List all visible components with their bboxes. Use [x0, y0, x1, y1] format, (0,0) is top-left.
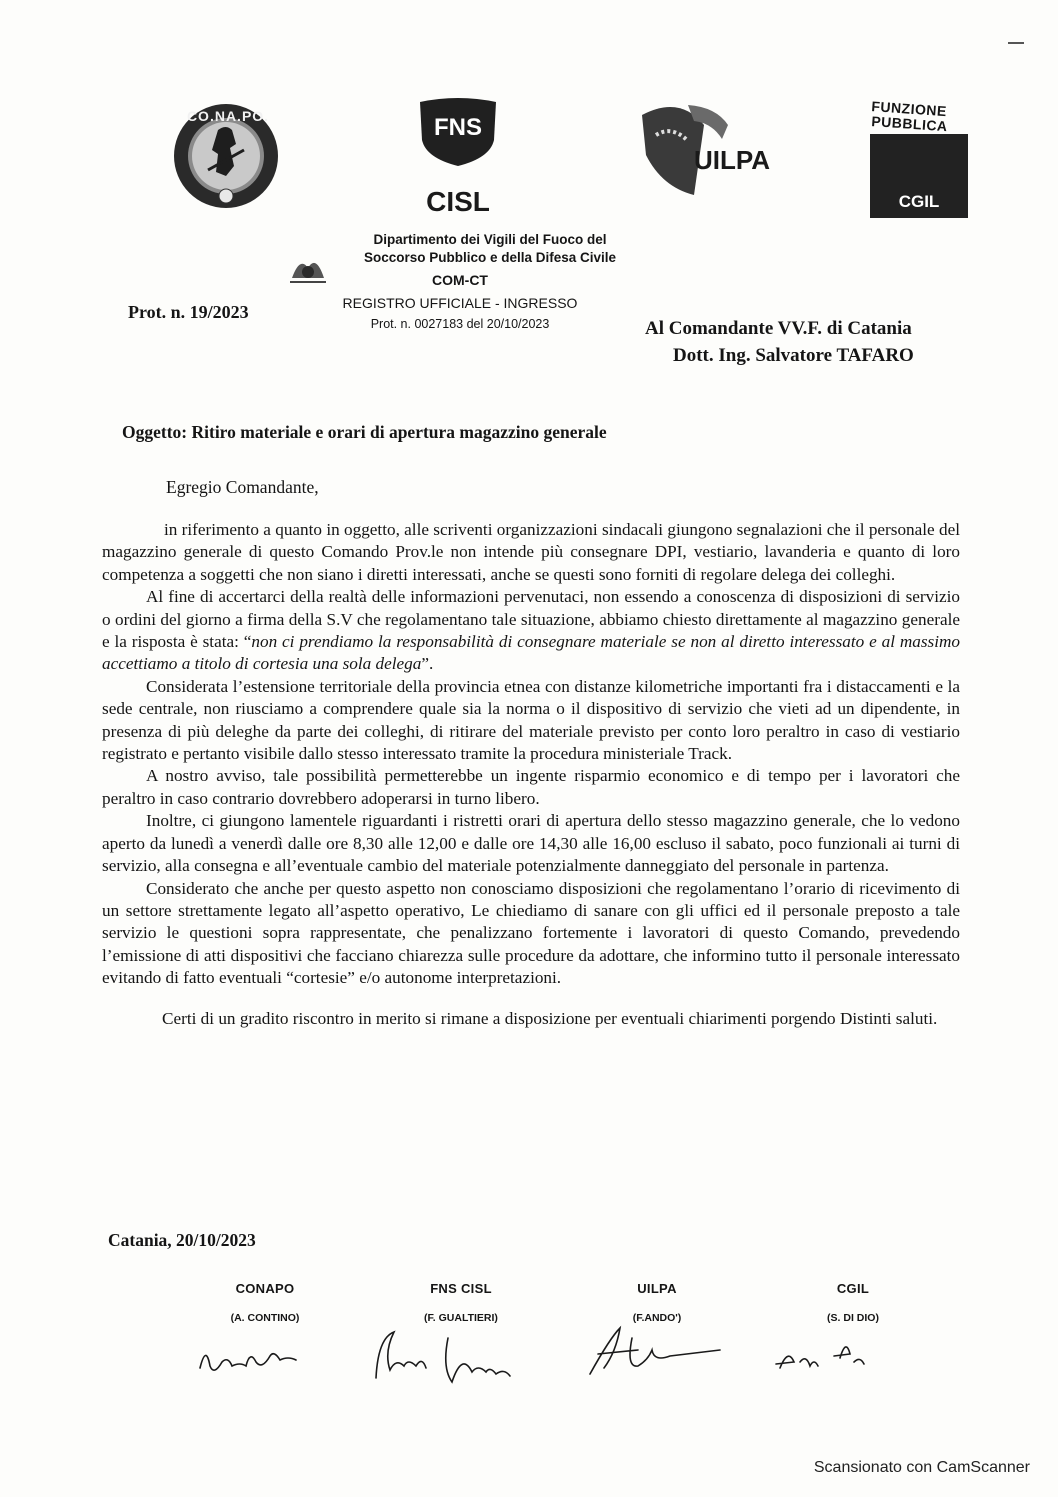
- salutation: Egregio Comandante,: [166, 477, 319, 497]
- signatory-org: CONAPO: [235, 1281, 295, 1296]
- closing-paragraph: Certi di un gradito riscontro in merito si rimane a disposizione per eventuali chiarimenti porgendo Distinti saluti.: [162, 1008, 938, 1028]
- uilpa-logo-text: UILPA: [694, 145, 771, 175]
- cgil-logo: [866, 98, 978, 218]
- body-paragraph-1: in riferimento a quanto in oggetto, alle scriventi organizzazioni sindacali giungono segnalazioni che il personale del magazzino generale di questo Comando Prov.le non intende più consegnare DPI, vestiario, lavanderia e quanto di loro competenza a soggetti che non siano i diretti interessati, anche se questi sono forniti di regolare delega dei colleghi.: [102, 520, 960, 584]
- paragraph-2-end: ”.: [421, 654, 434, 674]
- signatory-name: (A. CONTINO): [230, 1312, 300, 1324]
- stamp-registry-label: REGISTRO UFFICIALE - INGRESSO: [342, 295, 578, 311]
- paragraph-2-start: Al fine di accertarci della realtà delle informazioni pervenutaci, non essendo a conoscenza di disposizioni di servizio o ordini del giorno a firma della S.V che regolamentano tale situazione, abbiamo chiesto direttamente al magazzino generale e la risposta è stata: “: [102, 587, 960, 652]
- stamp-department-line-2: Soccorso Pubblico e della Difesa Civile: [363, 250, 617, 265]
- cgil-top-text-2: PUBBLICA: [870, 113, 949, 135]
- uilpa-logo: [632, 95, 782, 205]
- cisl-logo-text: CISL: [426, 186, 490, 217]
- signatory-name: (F. GUALTIERI): [424, 1312, 498, 1324]
- scan-mark: [1008, 42, 1024, 44]
- body-paragraph-4: A nostro avviso, tale possibilità permetterebbe un ingente risparmio economico e di tempo per i lavoratori che peraltro in caso contrario dovrebbero adoperarsi in turno libero.: [102, 766, 960, 808]
- fns-cisl-logo: [410, 96, 506, 228]
- signatory-name: (F.ANDO'): [632, 1312, 682, 1324]
- signature-di-dio: [776, 1347, 864, 1368]
- warehouse-response-quote: non ci prendiamo la responsabilità di consegnare materiale se non al diretto interessato e al massimo accettiamo a titolo di cortesia una sola delega: [102, 632, 961, 674]
- signatory-name: (S. DI DIO): [827, 1312, 879, 1324]
- stamp-office-code: COM-CT: [432, 272, 488, 288]
- signatory-org: FNS CISL: [430, 1281, 492, 1296]
- signatory-org: UILPA: [637, 1281, 677, 1296]
- letter-body: [102, 519, 960, 1030]
- body-paragraph-6: Considerato che anche per questo aspetto non conosciamo disposizioni che regolamentano l’orario di ricevimento di un settore strettamente legato all’aspetto operativo, Le chiediamo di sanare con gli uffici ed il personale preposto a tale servizio le questioni sopra rappresentate, che penalizzano fortemente i lavoratori di questo Comando, prevedendo l’emissione di atti dispositivi che facciano chiarezza sulle procedure da adottare, che informino tutto il personale interessato evitando di fatto eventuali “cortesie” e/o autonome interpretazioni.: [102, 878, 960, 988]
- cgil-top-text-1: FUNZIONE: [870, 98, 948, 120]
- recipient-line-2: Dott. Ing. Salvatore TAFARO: [673, 345, 914, 366]
- place-date: Catania, 20/10/2023: [108, 1230, 256, 1250]
- protocol-stamp: [280, 232, 640, 382]
- stamp-protocol-number: Prot. n. 0027183 del 20/10/2023: [370, 317, 550, 331]
- recipient-line-1: Al Comandante VV.F. di Catania: [645, 318, 912, 339]
- conapo-logo-text: CO.NA.PO.: [186, 108, 270, 124]
- subject-line: Oggetto: Ritiro materiale e orari di apertura magazzino generale: [122, 422, 607, 442]
- signature-contino: [200, 1354, 296, 1370]
- body-paragraph-5: Inoltre, ci giungono lamentele riguardanti i ristretti orari di apertura dello stesso magazzino generale, che lo vedono aperto da lunedì a venerdì dalle ore 8,30 alle 12,00 e dalle ore 14,30 alle 16,00 escluso il sabato, poco funzionali ai turni di servizio, alla consegna e all’eventuale cambio del materiale potenzialmente danneggiato del personale in partenza.: [102, 811, 960, 876]
- handwritten-signatures: [180, 1318, 900, 1398]
- protocol-number: Prot. n. 19/2023: [128, 302, 249, 322]
- scanner-credit: Scansionato con CamScanner: [813, 1459, 1030, 1476]
- body-paragraph-3: Considerata l’estensione territoriale della provincia etnea con distanze kilometriche importanti fra i distaccamenti e la sede centrale, non riusciamo a comprendere quale sia la norma o il dispositivo di servizio che vieti ad un dipendente, in presenza di più deleghe da parte dei colleghi, di ritirare del materiale previsto per conto loro peraltro in caso di vestiario registrato e pertanto visibile dallo stesso interessato tramite la procedura ministeriale Track.: [102, 676, 960, 764]
- signatory-org: CGIL: [836, 1281, 870, 1296]
- signature-ando: [590, 1328, 720, 1374]
- fns-logo-text: FNS: [434, 114, 482, 141]
- stamp-department-line: Dipartimento dei Vigili del Fuoco del: [373, 232, 607, 247]
- cgil-logo-text: CGIL: [898, 192, 940, 211]
- body-paragraph-2: [102, 586, 960, 676]
- signature-gualtieri: [376, 1332, 510, 1382]
